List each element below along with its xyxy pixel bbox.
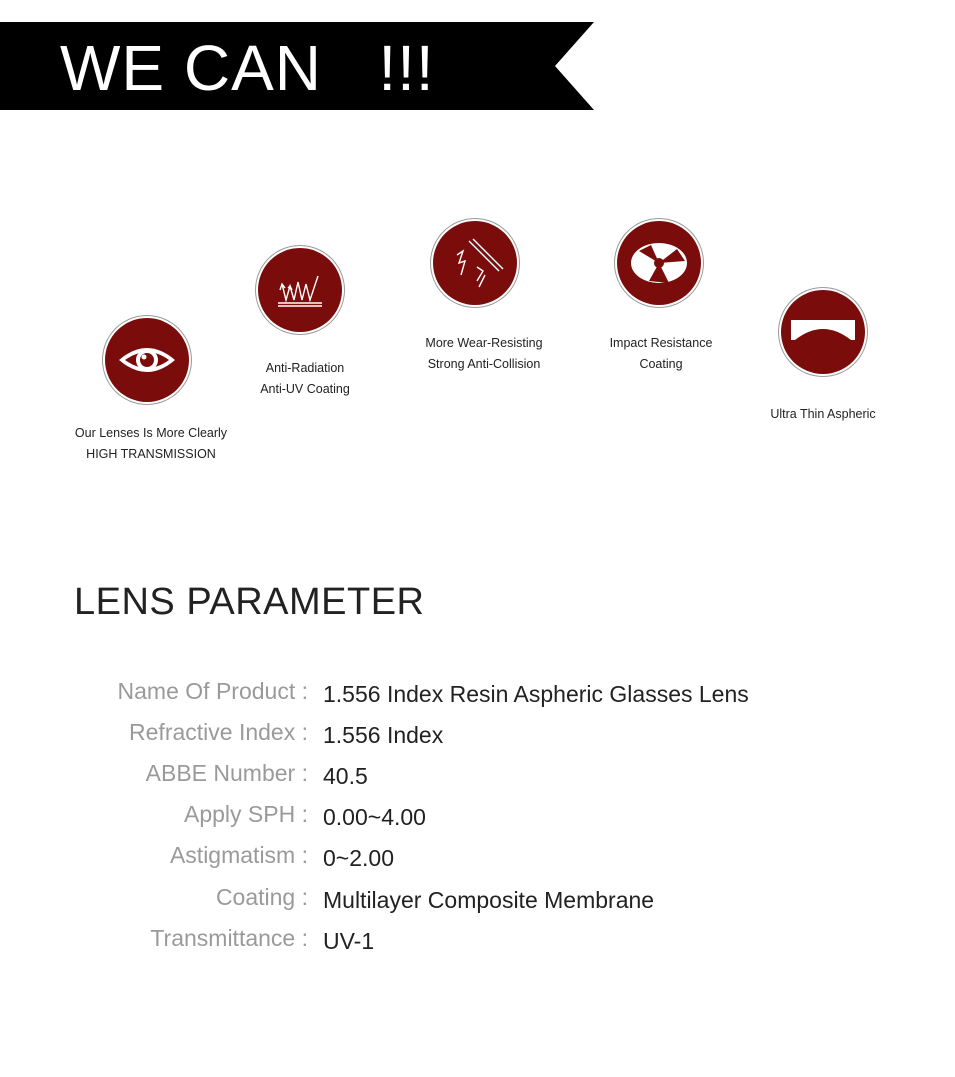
param-value: 1.556 Index xyxy=(323,722,444,748)
feature-line1: Impact Resistance xyxy=(609,336,713,350)
param-label: Astigmatism : xyxy=(169,842,308,868)
param-value: Multilayer Composite Membrane xyxy=(323,887,655,913)
param-row-apply-sph xyxy=(0,801,955,842)
param-row-transmittance xyxy=(0,925,955,966)
param-row-coating xyxy=(0,884,955,925)
param-row-refractive-index xyxy=(0,719,955,760)
feature-line2: Coating xyxy=(639,357,683,371)
feature-label-ultra-thin xyxy=(723,404,923,425)
anti-radiation-icon xyxy=(258,248,342,332)
feature-label-impact-resistance xyxy=(561,333,761,375)
param-label: Coating : xyxy=(215,884,308,910)
feature-line2: HIGH TRANSMISSION xyxy=(86,447,216,461)
feature-label-clarity xyxy=(51,423,251,465)
banner-title: WE CAN !!! xyxy=(60,32,435,104)
param-label: ABBE Number : xyxy=(145,760,308,786)
ultra-thin-aspheric-icon xyxy=(781,290,865,374)
feature-line1: Ultra Thin Aspheric xyxy=(770,407,876,421)
wear-resisting-icon xyxy=(433,221,517,305)
impact-resistance-icon xyxy=(617,221,701,305)
feature-line1: Our Lenses Is More Clearly xyxy=(74,426,228,440)
feature-line1: Anti-Radiation xyxy=(265,361,345,375)
param-row-abbe-number xyxy=(0,760,955,801)
param-row-product-name xyxy=(0,678,955,719)
param-label: Apply SPH : xyxy=(184,801,308,827)
eye-icon xyxy=(105,318,189,402)
param-value: 0~2.00 xyxy=(323,845,394,871)
param-label: Refractive Index : xyxy=(129,719,308,745)
param-row-astigmatism xyxy=(0,842,955,883)
feature-line2: Anti-UV Coating xyxy=(260,382,350,396)
param-value: 40.5 xyxy=(323,763,368,789)
section-title: LENS PARAMETER xyxy=(74,581,425,623)
param-value: 1.556 Index Resin Aspheric Glasses Lens xyxy=(323,681,749,707)
param-label: Name Of Product : xyxy=(117,678,308,704)
feature-label-wear-resisting xyxy=(384,333,584,375)
feature-line1: More Wear-Resisting xyxy=(425,336,543,350)
feature-line2: Strong Anti-Collision xyxy=(427,357,541,371)
param-value: UV-1 xyxy=(323,928,375,954)
param-value: 0.00~4.00 xyxy=(323,804,426,830)
feature-label-anti-radiation xyxy=(205,358,405,400)
param-label: Transmittance : xyxy=(150,925,308,951)
